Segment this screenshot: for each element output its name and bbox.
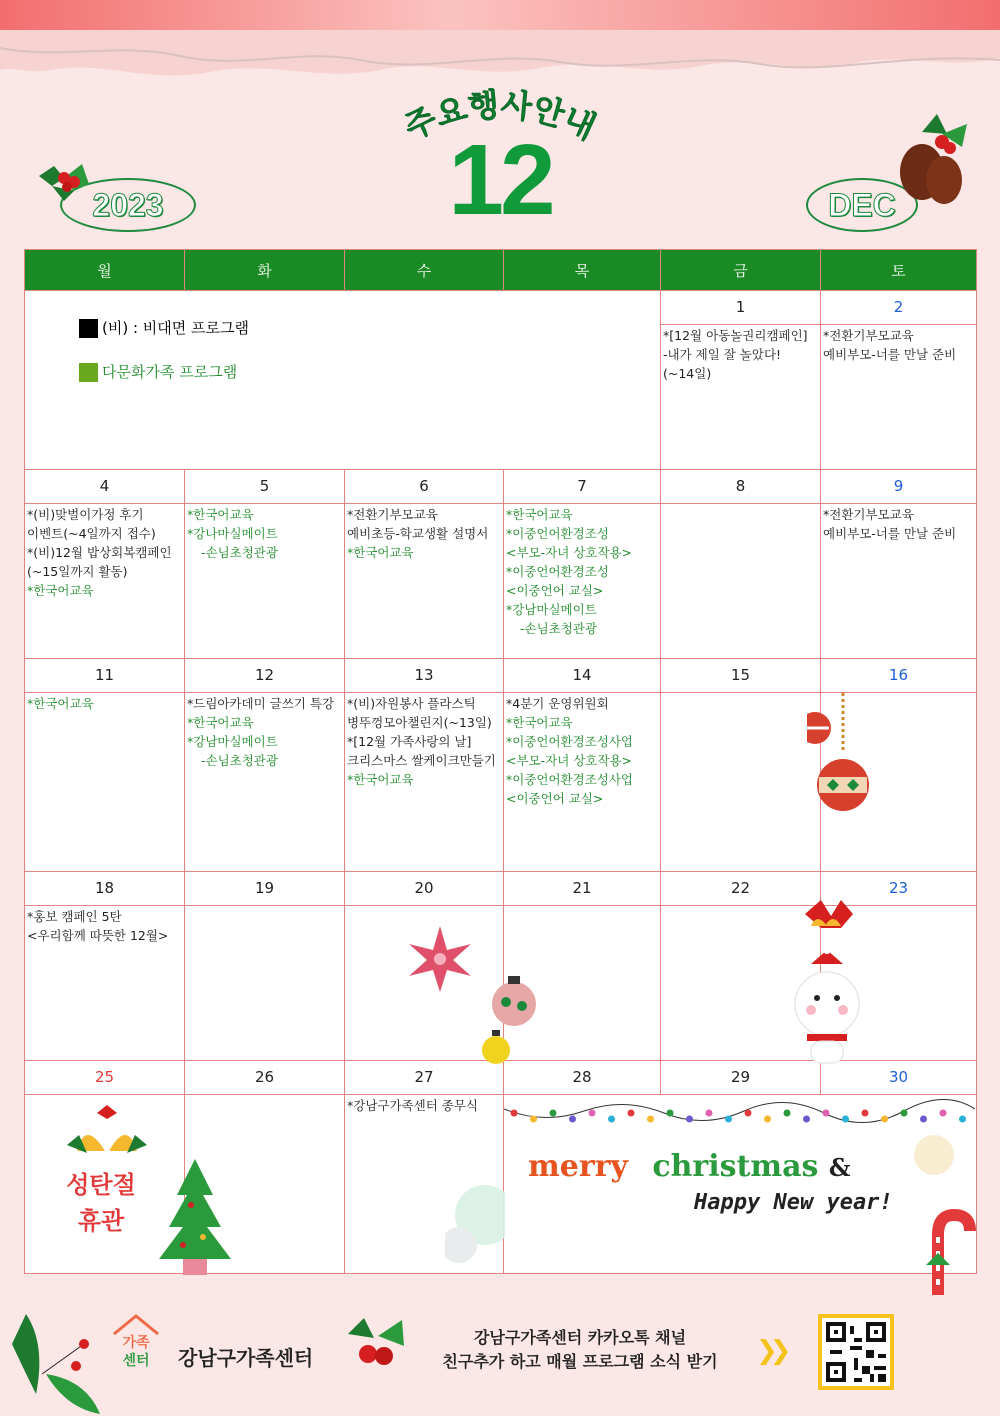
event-line: *전환기부모교육: [823, 328, 914, 343]
light-bulb-icon: [550, 1110, 557, 1117]
day-cell: [821, 504, 977, 659]
day-number: 2: [821, 291, 977, 325]
day-number: 8: [661, 470, 821, 504]
day-cell: [821, 906, 977, 1061]
event-list: [504, 504, 660, 639]
light-bulb-icon: [823, 1110, 830, 1117]
day-cell: [25, 906, 185, 1061]
event-line: *(비)맞벌이가정 후기: [27, 507, 144, 522]
event-line: -손님초청관광: [201, 545, 278, 560]
day-cell: [25, 504, 185, 659]
day-cell: [345, 693, 504, 872]
weekday-mon: 월: [25, 250, 185, 291]
day-number: 23: [821, 872, 977, 906]
greeting-merry: merry: [528, 1149, 628, 1184]
weekday-tue: 화: [185, 250, 345, 291]
event-line: *(비)자원봉사 플라스틱: [347, 696, 476, 711]
logo-mark-bottom: 센터: [122, 1353, 150, 1369]
weekday-header-row: [25, 250, 977, 291]
event-list: [185, 906, 344, 908]
light-bulb-icon: [862, 1110, 869, 1117]
day-number: 11: [25, 659, 185, 693]
light-bulb-icon: [764, 1116, 771, 1123]
greeting-new-year: Happy New year!: [694, 1190, 893, 1215]
day-cell: [345, 504, 504, 659]
event-list: [25, 504, 184, 601]
day-cell: [25, 693, 185, 872]
christmas-tree-icon: [155, 1155, 235, 1275]
day-cell: [821, 325, 977, 470]
day-cell: [185, 1095, 345, 1274]
event-line: *강남마실메이트: [506, 602, 597, 617]
event-list: [345, 906, 503, 908]
top-band: [0, 0, 1000, 34]
day-number: 5: [185, 470, 345, 504]
kakao-channel-notice: [410, 1326, 750, 1374]
weekday-sat: 토: [821, 250, 977, 291]
day-number: 21: [504, 872, 661, 906]
greeting-ampersand: &: [828, 1153, 851, 1182]
light-bulb-icon: [628, 1110, 635, 1117]
event-line: *[12월 아동놀권리캠페인]: [663, 328, 808, 343]
light-bulb-icon: [608, 1116, 615, 1123]
logo-mark-top: 가족: [122, 1335, 150, 1351]
bauble-ornaments-icon: [478, 966, 538, 1066]
event-line: *한국어교육: [506, 715, 573, 730]
event-line: *강나마실메이트: [187, 526, 278, 541]
light-bulb-icon: [959, 1116, 966, 1123]
day-cell: [504, 906, 661, 1061]
light-bulb-icon: [667, 1110, 674, 1117]
month-number: 12: [448, 124, 552, 236]
page-title-text: 주요행사안내: [398, 85, 602, 147]
event-line: -내가 제일 잘 놀았다!: [663, 347, 782, 362]
event-line: *한국어교육: [27, 696, 94, 711]
legend-label: 다문화가족 프로그램: [102, 363, 238, 381]
event-list: [661, 325, 820, 384]
weekday-wed: 수: [345, 250, 504, 291]
event-line: <부모-자녀 상호작용>: [506, 753, 633, 768]
light-bulb-icon: [647, 1116, 654, 1123]
kakao-line2: 친구추가 하고 매월 프로그램 소식 받기: [442, 1352, 718, 1371]
light-bulb-icon: [920, 1116, 927, 1123]
event-list: [821, 504, 976, 544]
qr-code[interactable]: [818, 1314, 894, 1390]
light-bulb-icon: [569, 1116, 576, 1123]
greeting-cell: [504, 1095, 977, 1274]
day-number: 26: [185, 1061, 345, 1095]
light-bulb-icon: [725, 1116, 732, 1123]
day-cell: [661, 504, 821, 659]
event-line: *이중언어환경조성: [506, 526, 609, 541]
light-bulb-icon: [686, 1116, 693, 1123]
legend-swatch-green: [79, 363, 98, 382]
event-line: *전환기부모교육: [823, 507, 914, 522]
house-roof-icon: [112, 1314, 160, 1336]
event-line: <이중언어 교실>: [506, 583, 604, 598]
event-line: *강남구가족센터 종무식: [347, 1098, 478, 1113]
qr-code-icon: [822, 1318, 890, 1386]
day-number: 14: [504, 659, 661, 693]
day-number: 16: [821, 659, 977, 693]
pinecone-holly-icon: [892, 112, 972, 208]
event-line: *한국어교육: [347, 772, 414, 787]
event-line: *이중언어환경조성사업: [506, 734, 634, 749]
day-number: 27: [345, 1061, 504, 1095]
event-line: *한국어교육: [347, 545, 414, 560]
bells-icon: [67, 1105, 147, 1161]
event-line: *이중언어환경조성: [506, 564, 609, 579]
day-number: 20: [345, 872, 504, 906]
event-list: [345, 693, 503, 790]
light-bulb-icon: [706, 1110, 713, 1117]
legend-swatch-black: [79, 319, 98, 338]
legend-item-online: [79, 317, 660, 339]
event-line: <우리함께 따뜻한 12월>: [27, 928, 169, 943]
event-list: [504, 906, 660, 908]
day-cell: [185, 906, 345, 1061]
event-line: 예비초등-학교생활 설명서: [347, 526, 489, 541]
event-line: -손님초청관광: [201, 753, 278, 768]
org-logo: [112, 1314, 160, 1376]
day-cell: [504, 504, 661, 659]
day-number: 25: [25, 1061, 185, 1095]
holly-branch-icon: [6, 1304, 106, 1416]
weekday-fri: 금: [661, 250, 821, 291]
day-number: 1: [661, 291, 821, 325]
event-line: *한국어교육: [187, 715, 254, 730]
day-number: 18: [25, 872, 185, 906]
day-number: 22: [661, 872, 821, 906]
light-bulb-icon: [881, 1116, 888, 1123]
star-ornament-icon: [407, 926, 473, 992]
kakao-line1: 강남구가족센터 카카오톡 채널: [473, 1328, 687, 1347]
event-line: *강남마실메이트: [187, 734, 278, 749]
event-list: [661, 504, 820, 506]
day-number: 19: [185, 872, 345, 906]
day-number: 6: [345, 470, 504, 504]
event-line: *[12월 가족사랑의 날]: [347, 734, 472, 749]
light-bulb-icon: [940, 1110, 947, 1117]
light-bulb-icon: [784, 1110, 791, 1117]
day-number: 7: [504, 470, 661, 504]
event-line: (~14일): [663, 366, 712, 381]
event-list: [25, 906, 184, 946]
year-badge: 2023: [60, 178, 196, 232]
day-number: 29: [661, 1061, 821, 1095]
holly-icon: [344, 1314, 410, 1374]
event-line: *4분기 운영위원회: [506, 696, 609, 711]
event-line: 예비부모-너를 만날 준비: [823, 526, 957, 541]
event-list: [661, 693, 820, 695]
greeting-merry-christmas: [528, 1149, 851, 1184]
event-line: 예비부모-너를 만날 준비: [823, 347, 957, 362]
legend: [25, 291, 660, 383]
string-lights-icon: [504, 1099, 975, 1139]
day-cell: [345, 1095, 504, 1274]
day-cell: [661, 325, 821, 470]
event-line: *홍보 캠페인 5탄: [27, 909, 122, 924]
event-list: [345, 1095, 503, 1116]
legend-label: (비) : 비대면 프로그램: [102, 319, 249, 337]
day-cell: [185, 504, 345, 659]
event-line: *한국어교육: [187, 507, 254, 522]
holiday-label: [61, 1167, 141, 1239]
day-number: 9: [821, 470, 977, 504]
holiday-line2: 휴관: [77, 1207, 125, 1235]
event-line: <이중언어 교실>: [506, 791, 604, 806]
day-number: 28: [504, 1061, 661, 1095]
light-bulb-icon: [803, 1116, 810, 1123]
org-name: 강남구가족센터: [178, 1346, 314, 1370]
day-cell: [185, 693, 345, 872]
light-bulb-icon: [511, 1110, 518, 1117]
light-bulb-icon: [530, 1116, 537, 1123]
weekday-thu: 목: [504, 250, 661, 291]
legend-item-multicultural: [79, 361, 660, 383]
holiday-line1: 성탄절: [66, 1171, 136, 1199]
event-line: *한국어교육: [506, 507, 573, 522]
event-line: 크리스마스 쌀케이크만들기: [347, 753, 496, 768]
event-line: (~15일까지 활동): [27, 564, 128, 579]
day-number: 15: [661, 659, 821, 693]
double-chevron-icon: ❯❯: [756, 1336, 784, 1366]
event-list: [504, 693, 660, 809]
bubble-decoration: [445, 1175, 505, 1275]
event-line: *드림아카데미 글쓰기 특강: [187, 696, 335, 711]
light-bulb-icon: [901, 1110, 908, 1117]
event-line: 이벤트(~4일까지 접수): [27, 526, 156, 541]
legend-cell: [25, 291, 661, 470]
calendar-table: [24, 249, 977, 1274]
day-cell: [821, 693, 977, 872]
event-list: [821, 325, 976, 365]
event-line: *한국어교육: [27, 583, 94, 598]
event-list: [185, 693, 344, 771]
light-bulb-icon: [745, 1110, 752, 1117]
light-bulb-icon: [842, 1116, 849, 1123]
ornaments-icon: [807, 693, 887, 818]
snowman-bell-icon: [781, 898, 871, 1068]
event-list: [345, 504, 503, 563]
day-number: 30: [821, 1061, 977, 1095]
event-line: *전환기부모교육: [347, 507, 438, 522]
day-number: 4: [25, 470, 185, 504]
holly-icon: [34, 156, 94, 206]
day-cell: [504, 693, 661, 872]
event-line: *(비)12월 밥상회복캠페인: [27, 545, 172, 560]
event-list: [185, 504, 344, 563]
event-line: *이중언어환경조성사업: [506, 772, 634, 787]
day-cell: [661, 693, 821, 872]
day-number: 13: [345, 659, 504, 693]
day-number: 12: [185, 659, 345, 693]
light-bulb-icon: [589, 1110, 596, 1117]
month-en-badge: DEC: [806, 178, 918, 232]
greeting-christmas: christmas: [652, 1149, 819, 1184]
event-line: -손님초청관광: [520, 621, 597, 636]
event-line: <부모-자녀 상호작용>: [506, 545, 633, 560]
torn-paper-edge: [0, 30, 1000, 90]
event-line: 병뚜껑모아챌린지(~13일): [347, 715, 492, 730]
footer: [0, 1290, 1000, 1414]
candy-cane-icon: [908, 1135, 978, 1305]
event-list: [25, 693, 184, 714]
